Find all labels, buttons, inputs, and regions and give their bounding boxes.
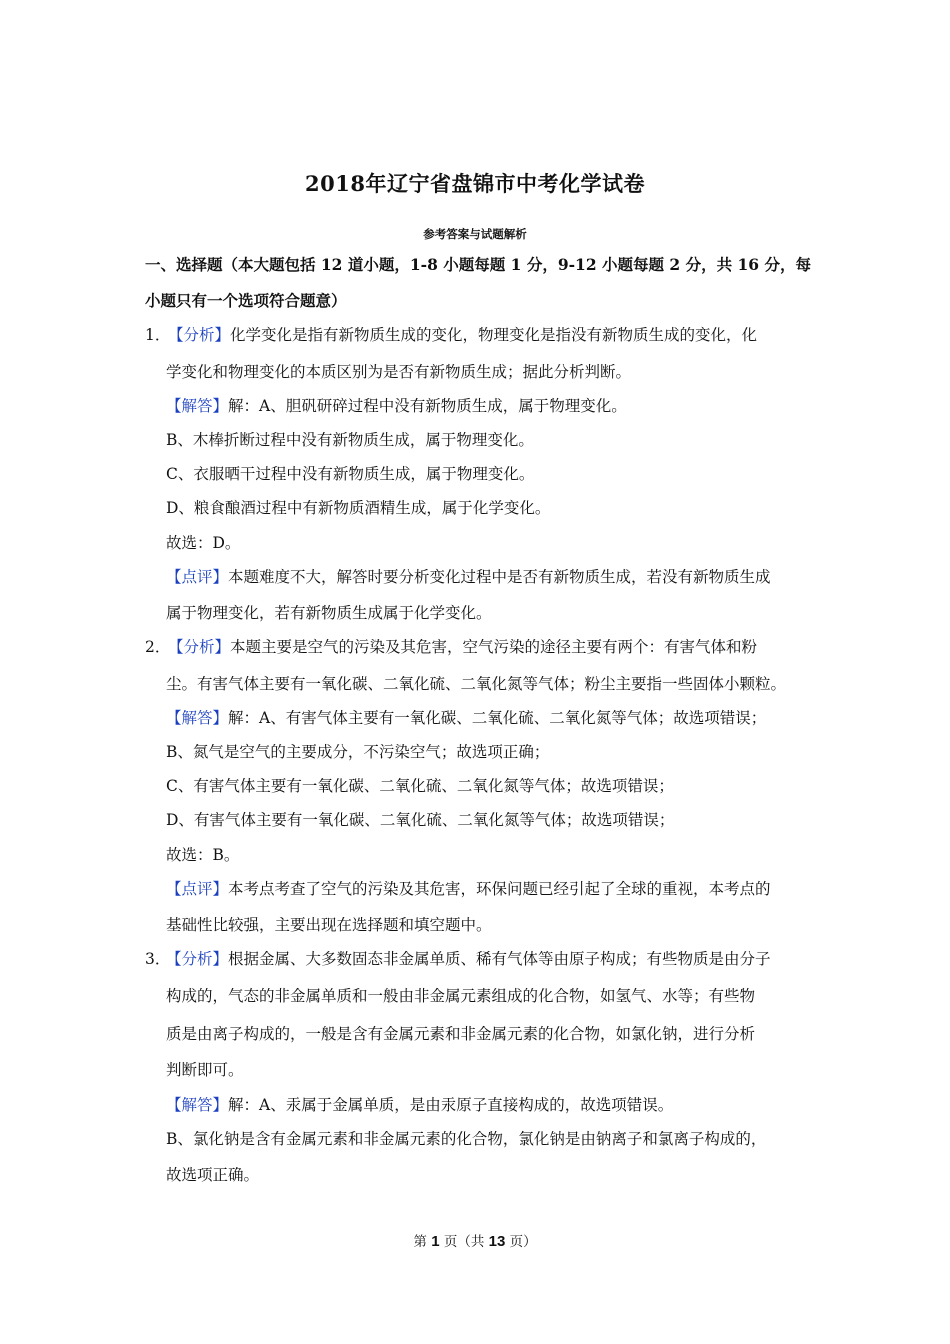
analysis-tag: 【分析】 bbox=[166, 950, 229, 968]
q2-analysis bbox=[168, 637, 757, 657]
q3-analysis-cont2: 质是由离子构成的，一般是含有金属元素和非金属元素的化合物，如氯化钠，进行分析 bbox=[166, 1025, 756, 1043]
q1-answer bbox=[166, 396, 627, 416]
q3-analysis-cont1: 构成的，气态的非金属单质和一般由非金属元素组成的化合物，如氢气、水等；有些物 bbox=[166, 987, 756, 1005]
q1-choice: 故选：D。 bbox=[166, 534, 241, 552]
q2-answer bbox=[166, 708, 766, 728]
q3-answer bbox=[166, 1095, 673, 1115]
footer-mid: 页（共 bbox=[443, 1234, 485, 1250]
footer-total-pages: 13 bbox=[488, 1233, 506, 1250]
footer-post: 页） bbox=[509, 1234, 537, 1250]
q2-option-b: B、氮气是空气的主要成分，不污染空气；故选项正确； bbox=[166, 743, 550, 761]
question-number: 3． bbox=[145, 950, 171, 968]
answer-tag: 【解答】 bbox=[166, 397, 229, 415]
footer-pre: 第 bbox=[413, 1234, 427, 1250]
q2-analysis-cont: 尘。有害气体主要有一氧化碳、二氧化硫、二氧化氮等气体；粉尘主要指一些固体小颗粒。 bbox=[166, 675, 787, 693]
page-subtitle: 参考答案与试题解析 bbox=[423, 227, 527, 241]
q2-option-c: C、有害气体主要有一氧化碳、二氧化硫、二氧化氮等气体；故选项错误； bbox=[166, 777, 674, 795]
section-heading-line1: 一、选择题（本大题包括 12 道小题，1-8 小题每题 1 分，9-12 小题每题 2 分，共 16 分，每 bbox=[145, 255, 811, 274]
analysis-tag: 【分析】 bbox=[168, 326, 231, 344]
comment-tag: 【点评】 bbox=[166, 880, 229, 898]
q2-analysis-text: 本题主要是空气的污染及其危害，空气污染的途径主要有两个：有害气体和粉 bbox=[230, 638, 758, 656]
q3-option-b-cont: 故选项正确。 bbox=[166, 1166, 260, 1184]
q2-comment bbox=[166, 879, 771, 899]
q2-comment-text: 本考点考查了空气的污染及其危害，环保问题已经引起了全球的重视，本考点的 bbox=[228, 880, 771, 898]
q1-answer-text: 解：A、胆矾研碎过程中没有新物质生成，属于物理变化。 bbox=[228, 397, 627, 415]
question-number: 2． bbox=[145, 638, 171, 656]
q1-comment-text: 本题难度不大，解答时要分析变化过程中是否有新物质生成，若没有新物质生成 bbox=[228, 568, 771, 586]
q2-comment-cont: 基础性比较强，主要出现在选择题和填空题中。 bbox=[166, 916, 492, 934]
page-title: 2018年辽宁省盘锦市中考化学试卷 bbox=[305, 171, 645, 196]
q1-option-c: C、衣服晒干过程中没有新物质生成，属于物理变化。 bbox=[166, 465, 535, 483]
question-number: 1． bbox=[145, 326, 171, 344]
q3-analysis bbox=[166, 949, 771, 969]
comment-tag: 【点评】 bbox=[166, 568, 229, 586]
q1-analysis bbox=[168, 325, 757, 345]
q1-analysis-cont: 学变化和物理变化的本质区别为是否有新物质生成；据此分析判断。 bbox=[166, 363, 632, 381]
q1-analysis-text: 化学变化是指有新物质生成的变化，物理变化是指没有新物质生成的变化，化 bbox=[230, 326, 758, 344]
footer-page-number: 1 bbox=[431, 1233, 440, 1250]
q2-answer-text: 解：A、有害气体主要有一氧化碳、二氧化硫、二氧化氮等气体；故选项错误； bbox=[228, 709, 767, 727]
q1-comment-cont: 属于物理变化，若有新物质生成属于化学变化。 bbox=[166, 604, 492, 622]
q3-option-b: B、氯化钠是含有金属元素和非金属元素的化合物，氯化钠是由钠离子和氯离子构成的， bbox=[166, 1130, 767, 1148]
q2-choice: 故选：B。 bbox=[166, 846, 240, 864]
page-footer bbox=[0, 1230, 950, 1250]
q3-analysis-text: 根据金属、大多数固态非金属单质、稀有气体等由原子构成；有些物质是由分子 bbox=[228, 950, 771, 968]
q1-option-b: B、木棒折断过程中没有新物质生成，属于物理变化。 bbox=[166, 431, 534, 449]
answer-tag: 【解答】 bbox=[166, 709, 229, 727]
section-heading-line2: 小题只有一个选项符合题意） bbox=[145, 291, 347, 310]
answer-tag: 【解答】 bbox=[166, 1096, 229, 1114]
q1-comment bbox=[166, 567, 771, 587]
q2-option-d: D、有害气体主要有一氧化碳、二氧化硫、二氧化氮等气体；故选项错误； bbox=[166, 811, 675, 829]
q3-analysis-cont3: 判断即可。 bbox=[166, 1061, 244, 1079]
q1-option-d: D、粮食酿酒过程中有新物质酒精生成，属于化学变化。 bbox=[166, 499, 551, 517]
analysis-tag: 【分析】 bbox=[168, 638, 231, 656]
q3-answer-text: 解：A、汞属于金属单质，是由汞原子直接构成的，故选项错误。 bbox=[228, 1096, 674, 1114]
